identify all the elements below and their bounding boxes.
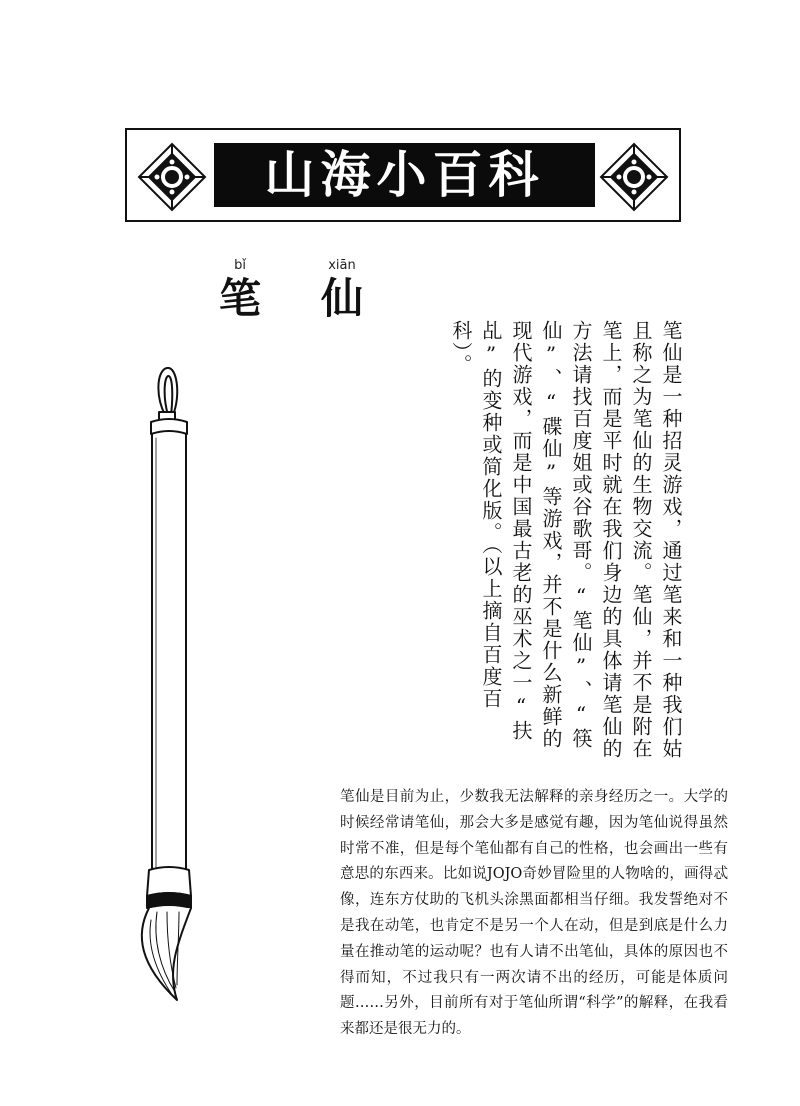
hanzi-xian: 仙 xyxy=(320,274,363,323)
vertical-text-block: 笔仙是一种招灵游戏，通过笔来和一种我们姑且称之为笔仙的生物交流。笔仙，并不是附在笔上，而是平时就在我们身边的具体请笔仙的方法请找百度姐或谷歌哥。“笔仙”、“筷仙”、“碟仙”等游戏，并不是什么新鲜的现代游戏，而是中国最古老的巫术之一“扶乩”的变种或简化版。（以上摘自百度百科）。 xyxy=(449,320,683,760)
writing-brush-icon xyxy=(115,360,225,1010)
title-banner xyxy=(125,128,681,222)
heading-char-bi xyxy=(210,258,270,324)
pinyin-xian: xiān xyxy=(328,258,356,273)
diamond-ornament-icon xyxy=(137,142,207,212)
diamond-ornament-icon xyxy=(599,142,669,212)
banner-title-box xyxy=(214,143,595,207)
hanzi-bi: 笔 xyxy=(218,274,261,323)
banner-title: 山海小百科 xyxy=(264,146,545,204)
pinyin-bi: bǐ xyxy=(234,258,246,273)
note-paragraph: 笔仙是目前为止，少数我无法解释的亲身经历之一。大学的时候经常请笔仙，那会大多是感觉有趣，因为笔仙说得虽然时常不准，但是每个笔仙都有自己的性格，也会画出一些有意思的东西来。比如说JOJO奇妙冒险里的人物啥的，画得忒像，连东方仗助的飞机头涂黑面都相当仔细。我发誓绝对不是我在动笔，也肯定不是另一个人在动，但是到底是什么力量在推动笔的运动呢？也有人请不出笔仙，具体的原因也不得而知，不过我只有一两次请不出的经历，可能是体质问题……另外，目前所有对于笔仙所谓“科学”的解释，在我看来都还是很无力的。 xyxy=(340,789,728,1038)
heading-char-xian xyxy=(312,258,372,324)
